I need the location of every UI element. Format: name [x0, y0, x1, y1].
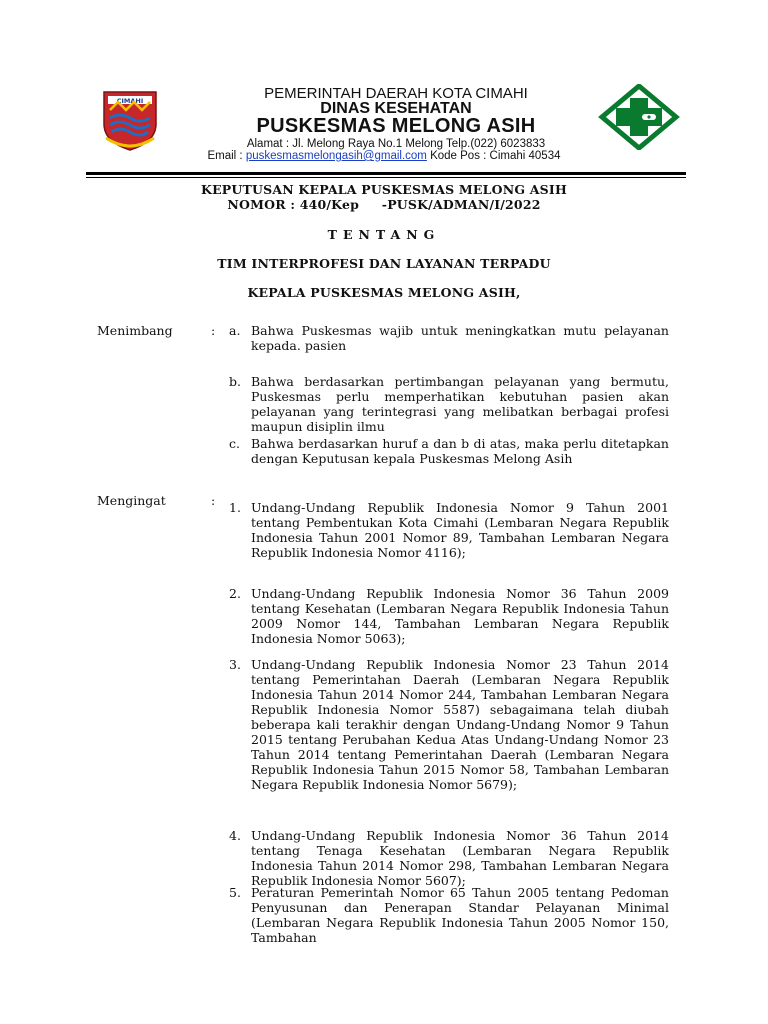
email-label: Email : [207, 150, 246, 162]
decree-title: KEPUTUSAN KEPALA PUSKESMAS MELONG ASIH [201, 182, 567, 197]
decree-number: NOMOR : 440/Kep -PUSK/ADMAN/I/2022 [227, 197, 541, 212]
header-rule-thin [86, 177, 686, 178]
item-text: Bahwa berdasarkan huruf a dan b di atas, maka perlu ditetapkan dengan Keputusan kepala Puskesmas Melong Asih [251, 436, 669, 466]
menimbang-colon: : [211, 323, 216, 338]
item-text: Peraturan Pemerintah Nomor 65 Tahun 2005 tentang Pedoman Penyusunan dan Penerapan Standar Pelayanan Minimal (Lembaran Negara Republik Indonesia Tahun 2005 Nomor 150, Tambahan [251, 885, 669, 945]
item-text: Undang-Undang Republik Indonesia Nomor 36 Tahun 2014 tentang Tenaga Kesehatan (Lembaran Negara Republik Indonesia Tahun 2014 Nomor 298, Tambahan Lembaran Negara Republik Indonesia Nomor 5607); [251, 828, 669, 888]
header-government: PEMERINTAH DAERAH KOTA CIMAHI [264, 85, 528, 102]
item-marker: b. [229, 374, 241, 389]
decree-subject: TIM INTERPROFESI DAN LAYANAN TERPADU [217, 256, 551, 271]
item-marker: 3. [229, 657, 241, 672]
mengingat-label: Mengingat [97, 493, 166, 508]
tentang-heading: TENTANG [327, 227, 441, 242]
header-contact [0, 150, 768, 162]
email-link[interactable]: puskesmasmelongasih@gmail.com [245, 150, 427, 162]
item-marker: a. [229, 323, 241, 338]
menimbang-label: Menimbang [97, 323, 173, 338]
item-marker: 4. [229, 828, 241, 843]
item-marker: 5. [229, 885, 241, 900]
item-marker: c. [229, 436, 240, 451]
mengingat-colon: : [211, 493, 216, 508]
emblem-label: CIMAHI [116, 97, 144, 105]
item-text: Undang-Undang Republik Indonesia Nomor 9 Tahun 2001 tentang Pembentukan Kota Cimahi (Lembaran Negara Republik Indonesia Tahun 2001 Nomor 89, Tambahan Lembaran Negara Republik Indonesia Nomor 4116); [251, 500, 669, 560]
header-rule-thick [86, 172, 686, 175]
item-text: Undang-Undang Republik Indonesia Nomor 36 Tahun 2009 tentang Kesehatan (Lembaran Negara Republik Indonesia Tahun 2009 Nomor 144, Tambahan Lembaran Negara Republik Indonesia Nomor 5063); [251, 586, 669, 646]
decree-authority: KEPALA PUSKESMAS MELONG ASIH, [247, 285, 521, 300]
header-address: Alamat : Jl. Melong Raya No.1 Melong Telp.(022) 6023833 [246, 138, 546, 150]
postcode: Kode Pos : Cimahi 40534 [426, 150, 561, 162]
item-marker: 1. [229, 500, 241, 515]
item-text: Bahwa Puskesmas wajib untuk meningkatkan mutu pelayanan kepada. pasien [251, 323, 669, 353]
header-agency: DINAS KESEHATAN [320, 100, 472, 117]
item-text: Bahwa berdasarkan pertimbangan pelayanan yang bermutu, Puskesmas perlu memperhatikan kebutuhan pasien akan pelayanan yang terintegrasi yang melibatkan berbagai profesi maupun disiplin ilmu [251, 374, 669, 434]
item-text: Undang-Undang Republik Indonesia Nomor 23 Tahun 2014 tentang Pemerintahan Daerah (Lembaran Negara Republik Indonesia Tahun 2014 Nomor 244, Tambahan Lembaran Negara Republik Indonesia Nomor 5587) sebagaimana telah diubah beberapa kali terakhir dengan Undang-Undang Nomor 9 Tahun 2015 tentang Perubahan Kedua Atas Undang-Undang Nomor 23 Tahun 2014 tentang Pemerintahan Daerah (Lembaran Negara Republik Indonesia Tahun 2015 Nomor 58, Tambahan Lembaran Negara Republik Indonesia Nomor 5679); [251, 657, 669, 792]
item-marker: 2. [229, 586, 241, 601]
header-institution: PUSKESMAS MELONG ASIH [256, 115, 536, 137]
